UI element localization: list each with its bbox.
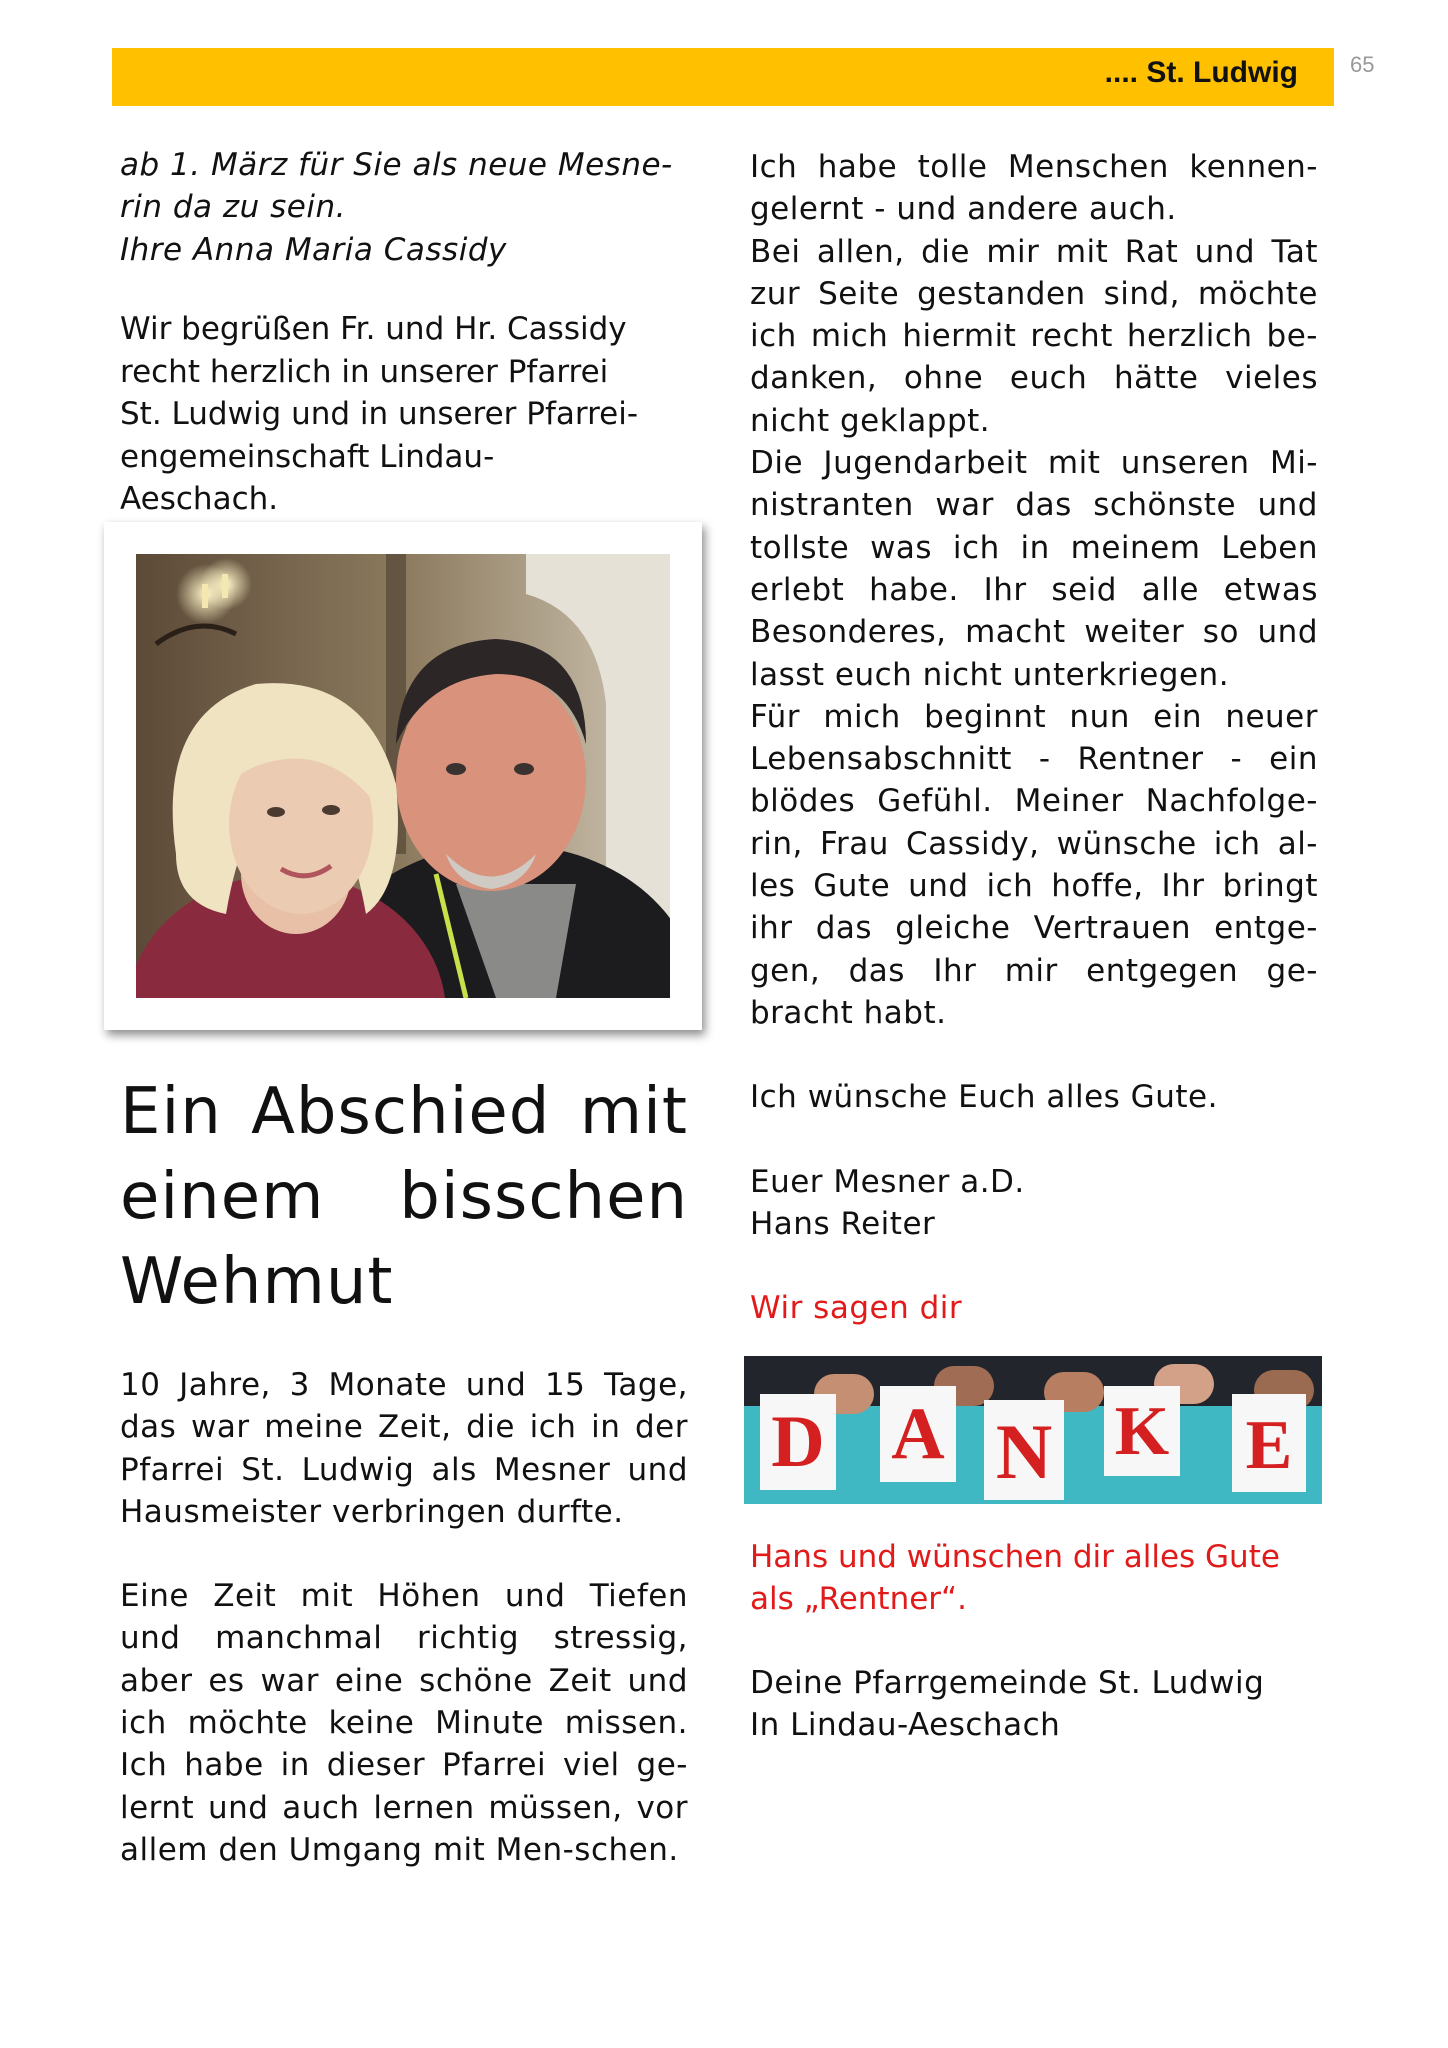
section-title: .... St. Ludwig — [1104, 56, 1298, 89]
article-paragraph: Bei allen, die mir mit Rat und Tat zur Seite gestanden sind, möchte ich mich hiermit recht herzlich be-danken, ohne euch hätte vieles nicht geklappt. — [750, 233, 1318, 439]
thanks-block — [750, 1536, 1318, 1747]
heading-line: Ein Abschied mit — [120, 1075, 688, 1149]
signature-title: Euer Mesner a.D. — [750, 1163, 1025, 1200]
danke-card-n — [984, 1400, 1064, 1500]
couple-photo — [136, 554, 670, 998]
article-body-right — [750, 146, 1318, 1329]
heading-line: Wehmut — [120, 1245, 394, 1319]
thanks-intro: Wir sagen dir — [750, 1290, 963, 1327]
article-paragraph: Ich habe tolle Menschen kennen-gelernt - und andere auch. — [750, 149, 1318, 228]
svg-text:N: N — [995, 1408, 1053, 1495]
svg-text:A: A — [891, 1393, 945, 1475]
welcome-line: Aeschach. — [120, 481, 279, 517]
danke-card-e — [1232, 1394, 1306, 1492]
article-paragraph: 10 Jahre, 3 Monate und 15 Tage, das war meine Zeit, die ich in der Pfarrei St. Ludwig als Mesner und Hausmeister verbringen durfte. — [120, 1367, 688, 1530]
welcome-line: St. Ludwig und in unserer Pfarrei- — [120, 396, 639, 432]
intro-signature: Ihre Anna Maria Cassidy — [120, 231, 507, 268]
photo-frame — [104, 522, 702, 1030]
article-paragraph: Für mich beginnt nun ein neuer Lebensabschnitt - Rentner - ein blödes Gefühl. Meiner Nachfolge-rin, Frau Cassidy, wünsche ich al-les Gute und ich hoffe, Ihr bringt ihr das gleiche Vertrauen entge-gen, das Ihr mir entgegen ge-bracht habt. — [750, 698, 1318, 1031]
welcome-line: engemeinschaft Lindau- — [120, 438, 495, 475]
header-bar — [112, 48, 1334, 106]
welcome-line: Wir begrüßen Fr. und Hr. Cassidy — [120, 311, 627, 347]
article-heading — [120, 1070, 688, 1325]
danke-card-d — [760, 1394, 836, 1490]
couple-photo-illustration — [136, 554, 670, 998]
intro-letter — [120, 144, 688, 271]
danke-banner — [744, 1356, 1322, 1504]
page-number: 65 — [1350, 52, 1375, 77]
wish-line: Ich wünsche Euch alles Gute. — [750, 1079, 1218, 1116]
svg-text:D: D — [771, 1401, 825, 1483]
article-body-left — [120, 1364, 688, 1871]
welcome-block — [120, 308, 688, 521]
article-paragraph: Die Jugendarbeit mit unseren Mi-nistranten war das schönste und tollste was ich in meinem Leben erlebt habe. Ihr seid alle etwas Besonderes, macht weiter so und lasst euch nicht unterkriegen. — [750, 445, 1318, 693]
intro-line: ab 1. März für Sie als neue Mesne- — [120, 147, 673, 183]
intro-line: rin da zu sein. — [120, 189, 346, 226]
article-paragraph: Eine Zeit mit Höhen und Tiefen und manchmal richtig stressig, aber es war eine schöne Zeit und ich möchte keine Minute missen. Ich habe in dieser Pfarrei viel ge-lernt und auch lernen müssen, vor allem den Umgang mit Men-schen. — [120, 1578, 688, 1868]
danke-banner-graphic — [744, 1356, 1322, 1504]
signature-name: Hans Reiter — [750, 1205, 936, 1242]
danke-card-k — [1104, 1386, 1180, 1476]
danke-card-a — [880, 1386, 956, 1482]
welcome-line: recht herzlich in unserer Pfarrei — [120, 353, 609, 390]
heading-line: einem bisschen — [120, 1160, 688, 1234]
closing-line: Deine Pfarrgemeinde St. Ludwig — [750, 1665, 1265, 1701]
closing-line: In Lindau-Aeschach — [750, 1707, 1061, 1744]
svg-text:E: E — [1245, 1407, 1293, 1484]
thanks-line: Hans und wünschen dir alles Gute — [750, 1539, 1280, 1575]
thanks-line: als „Rentner“. — [750, 1581, 967, 1617]
svg-text:K: K — [1114, 1393, 1170, 1470]
